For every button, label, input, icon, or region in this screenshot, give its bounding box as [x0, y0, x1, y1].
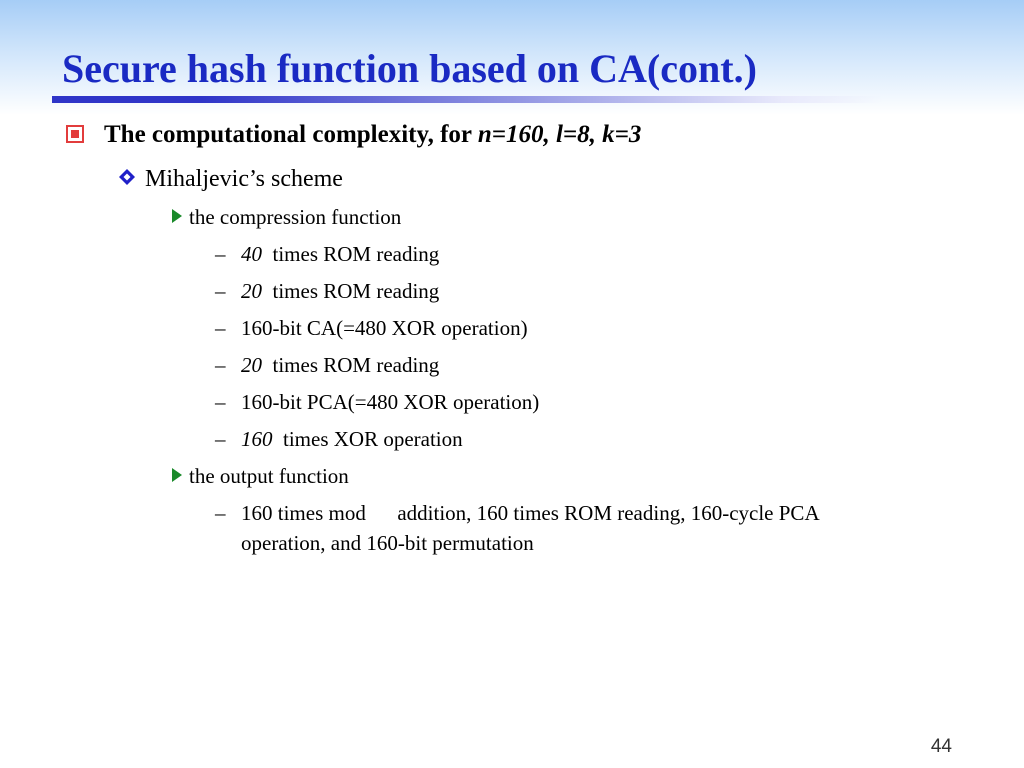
- compression-item-text: times ROM reading: [262, 242, 440, 266]
- page-number: 44: [930, 736, 952, 757]
- dash-marker: –: [215, 316, 226, 340]
- square-bullet-icon: [66, 125, 84, 143]
- compression-item-count: 20: [241, 279, 262, 303]
- title-underline: [52, 96, 882, 103]
- dash-marker: –: [215, 501, 226, 525]
- compression-item-text: times XOR operation: [272, 427, 463, 451]
- complexity-heading-text: The computational complexity, for: [104, 121, 478, 148]
- compression-item: [241, 315, 528, 341]
- complexity-heading: [104, 120, 641, 150]
- compression-item-text: 160-bit PCA(=480 XOR operation): [241, 390, 540, 414]
- compression-item: [241, 278, 439, 304]
- dash-marker: –: [215, 353, 226, 377]
- compression-item: [241, 389, 539, 415]
- output-function-label: the output function: [189, 464, 349, 488]
- output-item-line2: operation, and 160-bit permutation: [241, 531, 534, 555]
- compression-item: [241, 352, 439, 378]
- compression-item-count: 20: [241, 353, 262, 377]
- triangle-bullet-icon: [171, 467, 183, 483]
- compression-item-text: 160-bit CA(=480 XOR operation): [241, 316, 528, 340]
- dash-marker: –: [215, 242, 226, 266]
- dash-marker: –: [215, 279, 226, 303]
- dash-marker: –: [215, 427, 226, 451]
- scheme-label: Mihaljevic’s scheme: [145, 166, 343, 192]
- compression-item-count: 40: [241, 242, 262, 266]
- slide-title: Secure hash function based on CA(cont.): [62, 46, 757, 91]
- output-item-line1: 160 times mod addition, 160 times ROM reading, 160-cycle PCA: [241, 501, 820, 525]
- compression-item-text: times ROM reading: [262, 279, 440, 303]
- compression-item: [241, 426, 463, 452]
- compression-item: [241, 241, 439, 267]
- compression-function-label: the compression function: [189, 205, 402, 229]
- triangle-bullet-icon: [171, 208, 183, 224]
- diamond-bullet-icon: [118, 168, 136, 186]
- compression-item-count: 160: [241, 427, 273, 451]
- dash-marker: –: [215, 390, 226, 414]
- complexity-params: n=160, l=8, k=3: [477, 121, 642, 148]
- compression-item-text: times ROM reading: [262, 353, 440, 377]
